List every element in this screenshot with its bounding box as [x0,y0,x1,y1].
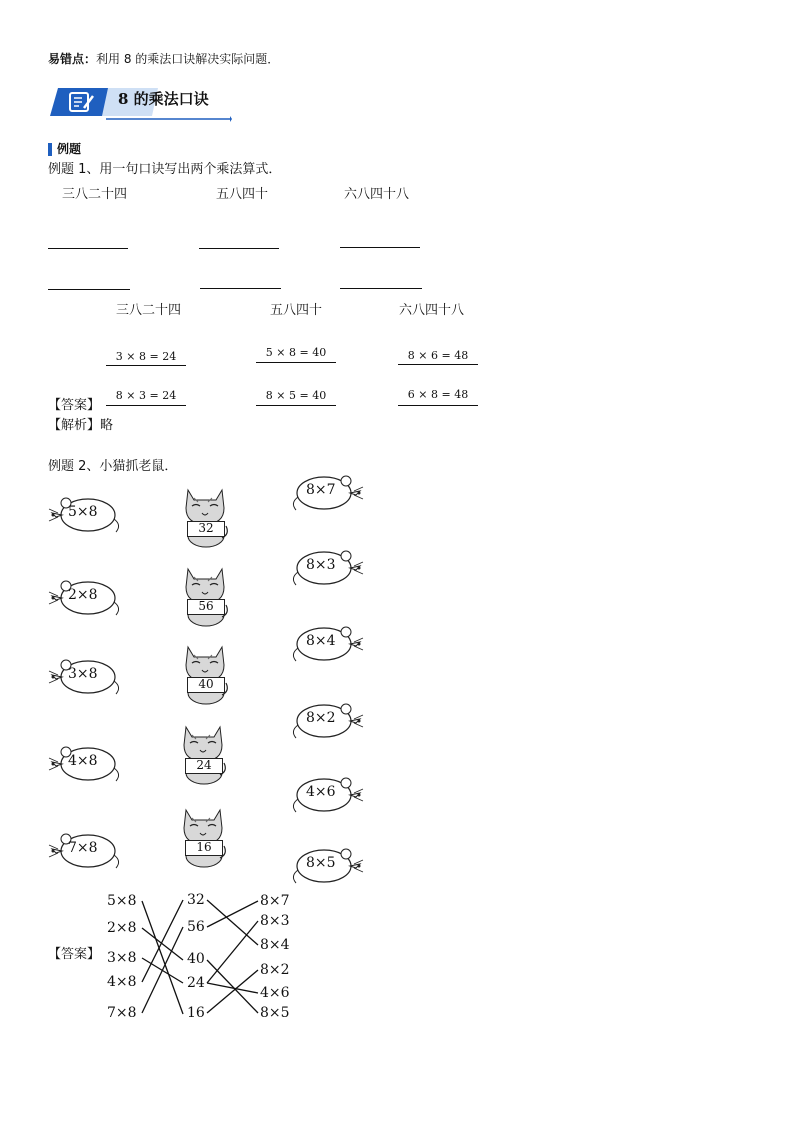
mouse-label: 3×8 [68,666,98,682]
match-line [207,921,258,983]
match-line [207,960,258,1013]
rhyme-1: 三八二十四 [62,187,128,202]
answer-right-item: 8×3 [260,913,290,929]
match-line [142,928,183,960]
cat-sign: 56 [187,599,225,615]
section-label: 例题 [57,142,82,156]
answer-mid-item: 40 [187,951,205,967]
answer-left-item: 4×8 [107,974,137,990]
mouse-label: 8×5 [306,855,336,871]
mouse-label: 8×7 [306,482,336,498]
match-line [142,901,183,1014]
answer-mid-item: 56 [187,919,205,935]
answer-mid-item: 24 [187,975,205,991]
analysis-text: 略 [100,418,114,433]
mouse-label: 5×8 [68,504,98,520]
example1-answer-label: 【答案】 [48,398,101,413]
answer-eq: 5 × 8 = 40 [265,346,327,359]
banner-title: 8 的乘法口诀 [118,90,209,108]
answer-left-item: 3×8 [107,950,137,966]
answer-eq: 8 × 5 = 40 [265,389,327,402]
example2-question: 例题 2、小猫抓老鼠． [48,459,178,474]
tip-text: 利用 8 的乘法口诀解决实际问题． [96,52,280,66]
mouse-label: 2×8 [68,587,98,603]
answer-right-item: 4×6 [260,985,290,1001]
answer-left-item: 7×8 [107,1005,137,1021]
answer-left-item: 2×8 [107,920,137,936]
answer-right-item: 8×2 [260,962,290,978]
answer-left-item: 5×8 [107,893,137,909]
mouse-label: 4×6 [306,784,336,800]
answer-right-item: 8×5 [260,1005,290,1021]
answer-eq: 3 × 8 = 24 [115,350,177,363]
answer-eq: 6 × 8 = 48 [407,388,469,401]
mouse-label: 4×8 [68,753,98,769]
answer-mid-item: 32 [187,892,205,908]
answer-eq: 8 × 6 = 48 [407,349,469,362]
cat-sign: 32 [187,521,225,537]
mouse-label: 8×4 [306,633,336,649]
answer-rhyme-2: 五八四十 [270,303,323,318]
tip-label: 易错点： [48,52,97,66]
analysis-label: 【解析】 [48,418,101,433]
example2-answer-label: 【答案】 [48,947,101,962]
cat-sign: 24 [185,758,223,774]
cat-sign: 40 [187,677,225,693]
answer-rhyme-3: 六八四十八 [399,303,465,318]
answer-eq: 8 × 3 = 24 [115,389,177,402]
answer-rhyme-1: 三八二十四 [116,303,182,318]
rhyme-2: 五八四十 [216,187,269,202]
answer-right-item: 8×7 [260,893,290,909]
answer-right-item: 8×4 [260,937,290,953]
rhyme-3: 六八四十八 [344,187,410,202]
example1-question-text: 例题 1、用一句口诀写出两个乘法算式． [48,162,282,177]
mouse-label: 7×8 [68,840,98,856]
mouse-label: 8×2 [306,710,336,726]
cat-sign: 16 [185,840,223,856]
mouse-label: 8×3 [306,557,336,573]
answer-mid-item: 16 [187,1005,205,1021]
